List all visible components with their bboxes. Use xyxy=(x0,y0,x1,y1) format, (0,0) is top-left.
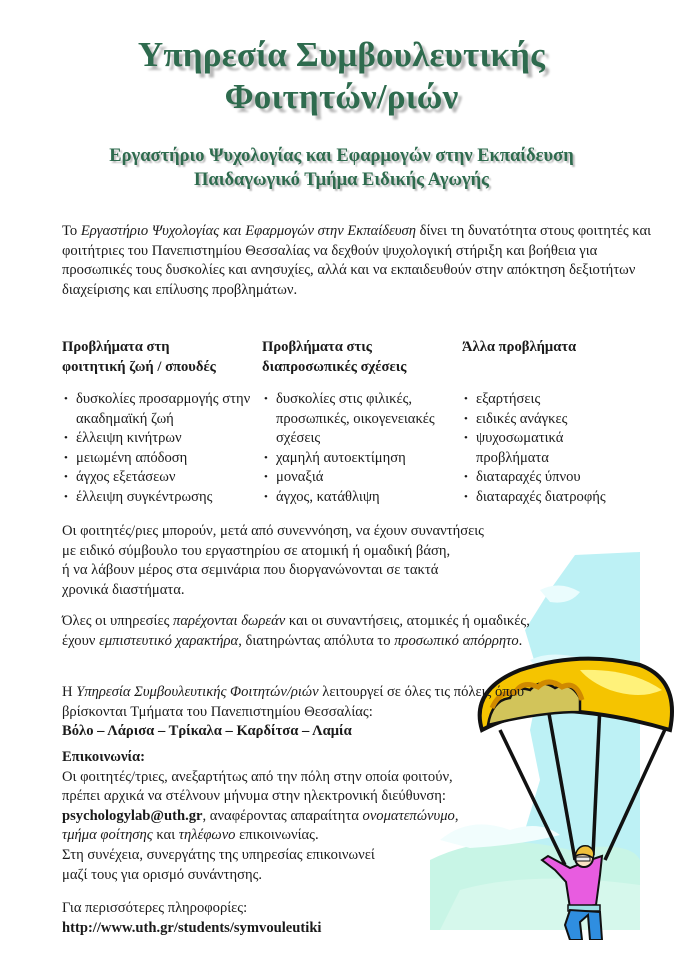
emphasis-privacy: προσωπικό απόρρητο xyxy=(394,632,519,649)
meetings-line: χρονικά διαστήματα. xyxy=(62,581,185,598)
cities-list: Βόλο – Λάρισα – Τρίκαλα – Καρδίτσα – Λαμία xyxy=(62,723,352,740)
free-services-paragraph xyxy=(62,612,532,651)
column-heading xyxy=(262,338,462,377)
list-item: • έλλειψη κινήτρων xyxy=(62,429,262,449)
title-line-2: Φοιτητών/ριών xyxy=(224,77,459,116)
heading-line-1: Άλλα προβλήματα xyxy=(462,339,577,355)
list-item: • χαμηλή αυτοεκτίμηση xyxy=(262,449,462,469)
column-heading xyxy=(462,338,662,377)
list-item: • ψυχοσωματικά προβλήματα xyxy=(462,429,606,468)
contact-line: Στη συνέχεια, συνεργάτης της υπηρεσίας επικοινωνεί xyxy=(62,846,375,863)
more-info-section xyxy=(62,899,532,938)
document-subtitle xyxy=(0,144,683,192)
column-heading xyxy=(62,338,262,377)
problems-column-other xyxy=(462,338,662,508)
goggles xyxy=(576,857,590,861)
emphasis-free: παρέχονται δωρεάν xyxy=(173,613,286,629)
problem-list xyxy=(462,390,662,508)
text: επικοινωνίας. xyxy=(235,827,319,844)
cities-paragraph xyxy=(62,683,532,742)
subtitle-line-1: Εργαστήριο Ψυχολογίας και Εφαρμογών στην Εκπαίδευση xyxy=(109,146,574,166)
contact-line: Οι φοιτητές/τριες, ανεξαρτήτως από την πόλη στην οποία φοιτούν, xyxy=(62,768,453,785)
list-item: • άγχος εξετάσεων xyxy=(62,468,262,488)
intro-paragraph xyxy=(62,222,652,300)
contact-heading: Επικοινωνία: xyxy=(62,749,145,765)
emphasis-confidential: εμπιστευτικό χαρακτήρα xyxy=(99,632,239,649)
contact-line: πρέπει αρχικά να στέλνουν μήνυμα στην ηλεκτρονική διεύθυνση: xyxy=(62,788,446,805)
list-item: • ειδικές ανάγκες xyxy=(462,410,662,430)
heading-line-2: διαπροσωπικές σχέσεις xyxy=(262,358,407,375)
service-name: Υπηρεσία Συμβουλευτικής Φοιτητών/ριών xyxy=(76,684,319,700)
list-item: • έλλειψη συγκέντρωσης xyxy=(62,488,262,508)
subtitle-line-2: Παιδαγωγικό Τμήμα Ειδικής Αγωγής xyxy=(194,170,489,190)
list-item: • μειωμένη απόδοση xyxy=(62,449,262,469)
list-item: • μοναξιά xyxy=(262,468,462,488)
text: λειτουργεί σε όλες τις πόλεις όπου βρίσκονται Τμήματα του Πανεπιστημίου Θεσσαλίας: xyxy=(62,684,525,720)
intro-text: δίνει τη δυνατότητα στους φοιτητές και φοιτήτριες του Πανεπιστημίου Θεσσαλίας να δεχθούν ψυχολογική στήριξη και βοήθεια για προσωπικές τους δυσκολίες και ανησυχίες, αλλά και να εκπαιδευθούν στην απόκτηση δεξιοτήτων διαχείρισης και επίλυσης προβλημάτων. xyxy=(62,223,652,298)
document-title xyxy=(0,34,683,118)
problem-list xyxy=(62,390,262,508)
problems-column-studies xyxy=(62,338,262,508)
list-item: • εξαρτήσεις xyxy=(462,390,662,410)
text: και οι συναντήσεις, ατομικές ή ομαδικές, έχουν xyxy=(62,613,530,649)
meetings-paragraph xyxy=(62,522,532,600)
text: , διατηρώντας απόλυτα το xyxy=(238,632,395,649)
contact-section xyxy=(62,748,532,885)
text: , xyxy=(454,807,459,824)
meetings-line: με ειδικό σύμβουλο του εργαστηρίου σε ατομική ή ομαδική βάση, xyxy=(62,542,451,559)
meetings-line: ή να λάβουν μέρος στα σεμινάρια που διοργανώνονται σε τακτά xyxy=(62,562,439,579)
heading-line-2: φοιτητική ζωή / σπουδές xyxy=(62,358,216,375)
more-info-label: Για περισσότερες πληροφορίες: xyxy=(62,900,248,916)
problem-list xyxy=(262,390,462,508)
contact-line: μαζί τους για ορισμό συνάντησης. xyxy=(62,866,263,883)
list-item: • άγχος, κατάθλιψη xyxy=(262,488,462,508)
emphasis-name: ονοματεπώνυμο xyxy=(362,807,455,824)
text: Όλες οι υπηρεσίες xyxy=(62,613,174,629)
text: . xyxy=(518,632,523,649)
intro-prefix: Το xyxy=(62,223,81,239)
meetings-line: Οι φοιτητές/ριες μπορούν, μετά από συνεννόηση, να έχουν συναντήσεις xyxy=(62,523,484,539)
list-item: • δυσκολίες προσαρμογής στην ακαδημαϊκή ζωή xyxy=(62,390,262,429)
heading-line-1: Προβλήματα στη xyxy=(62,339,170,355)
more-info-url-link[interactable]: http://www.uth.gr/students/symvouleutiki xyxy=(62,919,322,936)
list-item: • διαταραχές διατροφής xyxy=(462,488,662,508)
text: και xyxy=(152,827,179,844)
intro-lab-name: Εργαστήριο Ψυχολογίας και Εφαρμογών στην Εκπαίδευση xyxy=(80,223,416,239)
text: , αναφέροντας απαραίτητα xyxy=(202,807,363,824)
list-item: • διαταραχές ύπνου xyxy=(462,468,662,488)
heading-line-1: Προβλήματα στις xyxy=(262,339,372,355)
emphasis-phone: τηλέφωνο xyxy=(178,827,236,844)
emphasis-department: τμήμα φοίτησης xyxy=(62,827,153,844)
contact-email-link[interactable]: psychologylab@uth.gr xyxy=(62,807,203,824)
title-line-1: Υπηρεσία Συμβουλευτικής xyxy=(137,35,546,74)
problems-column-relationships xyxy=(262,338,462,508)
list-item: • δυσκολίες στις φιλικές, προσωπικές, οικογενειακές σχέσεις xyxy=(262,390,446,449)
text: Η xyxy=(62,684,77,700)
